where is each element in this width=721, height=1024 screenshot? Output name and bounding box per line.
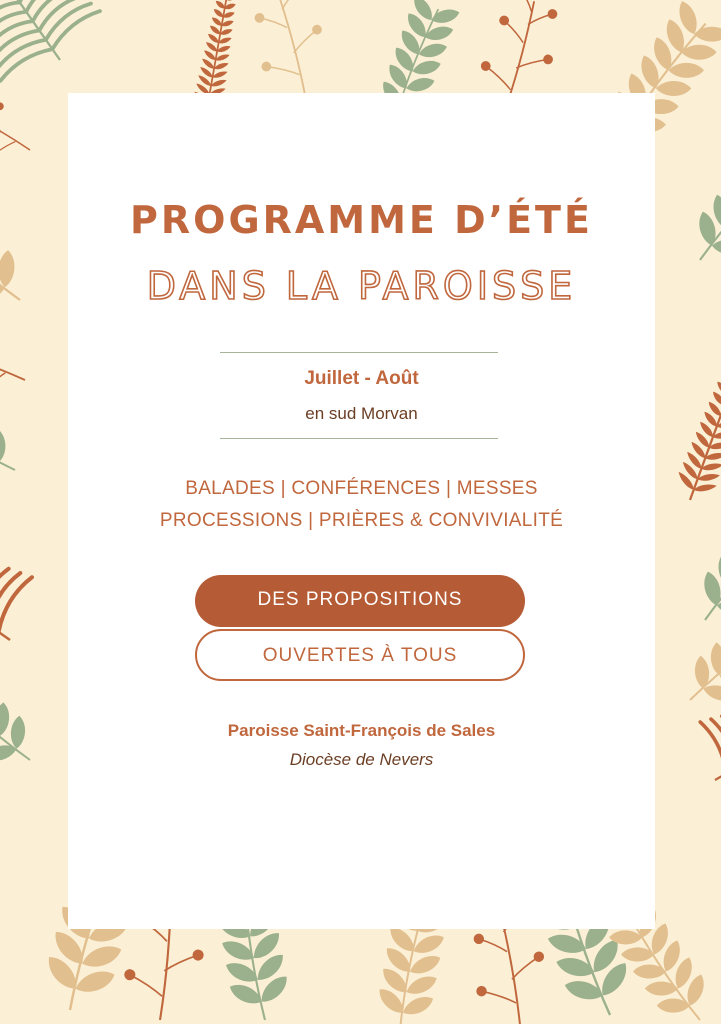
place-text: en sud Morvan [305, 404, 418, 423]
activities-line-1: BALADES | CONFÉRENCES | MESSES [185, 478, 538, 499]
poster-content [68, 0, 655, 1024]
leaf-branch-icon [675, 120, 721, 282]
parish-name: Paroisse Saint-François de Sales [227, 721, 496, 740]
activities-line-2: PROCESSIONS | PRIÈRES & CONVIVIALITÉ [159, 510, 564, 531]
dates-text: Juillet - Août [304, 368, 419, 389]
berry-sprig-icon [0, 306, 36, 412]
palm-frond-icon [0, 490, 47, 692]
title-line-2: DANS LA PAROISSE [146, 264, 577, 308]
leaf-branch-icon [0, 167, 43, 327]
diocese-name: Diocèse de Nevers [289, 750, 434, 769]
fern-icon [670, 332, 721, 508]
divider-top [220, 352, 498, 353]
title-line-1: PROGRAMME D’ÉTÉ [130, 198, 593, 242]
open-to-all-badge: OUVERTES À TOUS [195, 629, 525, 681]
leaf-branch-icon [680, 480, 721, 642]
divider-bottom [220, 438, 498, 439]
propositions-badge: DES PROPOSITIONS [195, 575, 525, 627]
berry-sprig-icon [0, 78, 43, 175]
leaf-branch-icon [0, 642, 50, 784]
leaf-branch-icon [0, 370, 31, 497]
